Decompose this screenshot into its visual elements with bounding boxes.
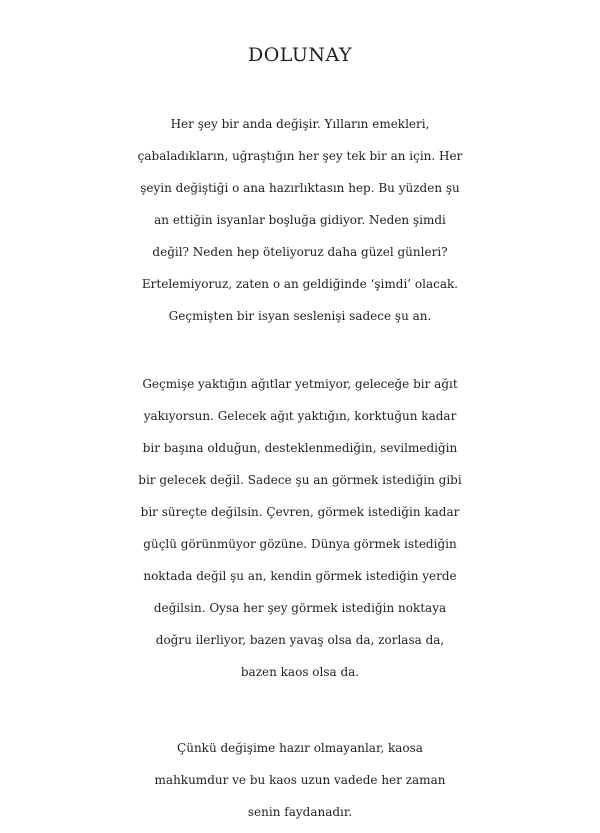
paragraph-3 xyxy=(0,732,600,828)
document-title: DOLUNAY xyxy=(247,44,353,66)
text-line: Her şey bir anda değişir. Yılların emekleri, xyxy=(170,117,430,131)
text-line: Çünkü değişime hazır olmayanlar, kaosa xyxy=(177,741,423,755)
text-line: noktada değil şu an, kendin görmek istediğin yerde xyxy=(143,569,457,583)
text-line: Geçmişe yaktığın ağıtlar yetmiyor, geleceğe bir ağıt xyxy=(142,377,458,391)
text-line: Geçmişten bir isyan seslenişi sadece şu an. xyxy=(168,309,432,323)
text-line: çabaladıkların, uğraştığın her şey tek bir an için. Her xyxy=(137,149,463,163)
text-line: güçlü görünmüyor gözüne. Dünya görmek istediğin xyxy=(143,537,457,551)
text-line: bir başına olduğun, desteklenmediğin, sevilmediğin xyxy=(142,441,458,455)
text-line: an ettiğin isyanlar boşluğa gidiyor. Neden şimdi xyxy=(154,213,446,227)
paragraph-1 xyxy=(0,108,600,332)
paragraph-2 xyxy=(0,368,600,688)
text-line: değil? Neden hep öteliyoruz daha güzel günleri? xyxy=(152,245,448,259)
text-line: değilsin. Oysa her şey görmek istediğin noktaya xyxy=(153,601,447,615)
text-line: bir gelecek değil. Sadece şu an görmek istediğin gibi xyxy=(138,473,462,487)
text-line: bir süreçte değilsin. Çevren, görmek istediğin kadar xyxy=(140,505,460,519)
text-line: bazen kaos olsa da. xyxy=(240,665,360,679)
text-line: mahkumdur ve bu kaos uzun vadede her zaman xyxy=(154,773,446,787)
text-line: doğru ilerliyor, bazen yavaş olsa da, zorlasa da, xyxy=(155,633,445,647)
text-line: Ertelemiyoruz, zaten o an geldiğinde ‘şimdi’ olacak. xyxy=(141,277,459,291)
text-line: şeyin değiştiği o ana hazırlıktasın hep. Bu yüzden şu xyxy=(140,181,460,195)
text-line: senin faydanadır. xyxy=(247,805,353,819)
text-line: yakıyorsun. Gelecek ağıt yaktığın, korktuğun kadar xyxy=(143,409,457,423)
